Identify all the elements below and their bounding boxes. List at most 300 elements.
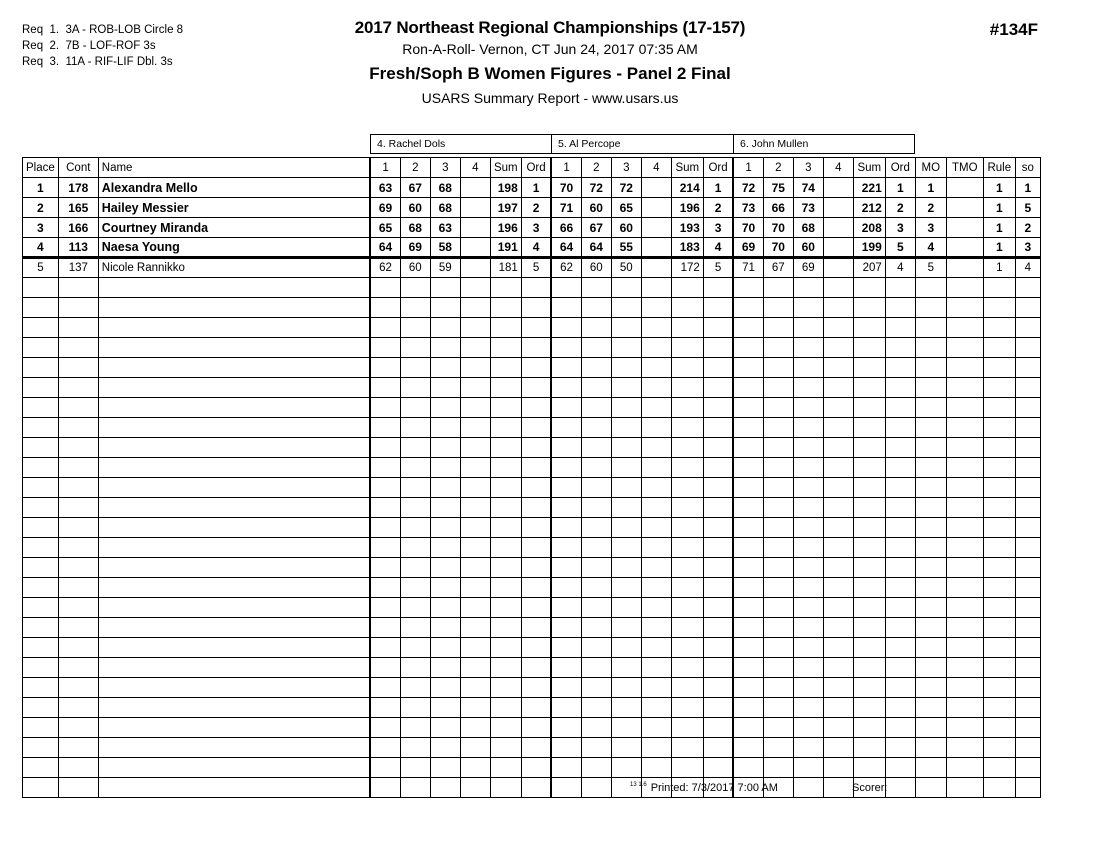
cell-empty (521, 358, 551, 378)
cell-empty (490, 658, 521, 678)
cell-empty (521, 598, 551, 618)
cell-empty (58, 358, 98, 378)
cell-empty (763, 518, 793, 538)
cell-j2-ord: 1 (703, 178, 733, 198)
cell-empty (23, 358, 59, 378)
cell-empty (521, 758, 551, 778)
cell-empty (915, 278, 946, 298)
cell-empty (551, 418, 581, 438)
cell-empty (521, 738, 551, 758)
cell-empty (400, 618, 430, 638)
cell-cont: 165 (58, 198, 98, 218)
cell-empty (703, 358, 733, 378)
cell-mo: 2 (915, 198, 946, 218)
cell-j2-s4 (641, 258, 671, 278)
cell-empty (703, 558, 733, 578)
cell-empty (763, 438, 793, 458)
cell-empty (611, 298, 641, 318)
cell-empty (490, 298, 521, 318)
cell-empty (370, 618, 400, 638)
col-j3-ord: Ord (885, 158, 915, 178)
cell-empty (1015, 698, 1040, 718)
cell-name: Naesa Young (98, 238, 370, 258)
cell-empty (370, 438, 400, 458)
cell-empty (946, 598, 983, 618)
cell-j1-s1: 63 (370, 178, 400, 198)
cell-empty (885, 638, 915, 658)
cell-empty (915, 538, 946, 558)
cell-empty (370, 678, 400, 698)
cell-empty (521, 658, 551, 678)
cell-empty (793, 358, 823, 378)
cell-empty (671, 458, 703, 478)
cell-empty (885, 738, 915, 758)
col-j3-s1: 1 (733, 158, 763, 178)
cell-empty (490, 638, 521, 658)
cell-empty (460, 778, 490, 798)
cell-mo: 1 (915, 178, 946, 198)
cell-j3-ord: 4 (885, 258, 915, 278)
cell-empty (430, 278, 460, 298)
cell-empty (400, 518, 430, 538)
cell-empty (641, 358, 671, 378)
cell-empty (703, 458, 733, 478)
cell-empty (671, 658, 703, 678)
cell-empty (521, 538, 551, 558)
cell-empty (703, 618, 733, 638)
cell-empty (581, 598, 611, 618)
cell-empty (490, 598, 521, 618)
cell-empty (23, 338, 59, 358)
cell-empty (400, 538, 430, 558)
cell-j1-s3: 68 (430, 178, 460, 198)
cell-empty (23, 758, 59, 778)
cell-empty (581, 338, 611, 358)
cell-empty (793, 478, 823, 498)
cell-empty (983, 298, 1015, 318)
cell-empty (58, 338, 98, 358)
cell-j1-s2: 69 (400, 238, 430, 258)
cell-j3-sum: 208 (853, 218, 885, 238)
cell-empty (915, 778, 946, 798)
col-j3-s2: 2 (763, 158, 793, 178)
cell-empty (23, 438, 59, 458)
cell-empty (915, 518, 946, 538)
cell-empty (946, 738, 983, 758)
cell-empty (98, 498, 370, 518)
cell-empty (641, 718, 671, 738)
cell-empty (946, 678, 983, 698)
cell-j1-s1: 65 (370, 218, 400, 238)
cell-empty (551, 778, 581, 798)
cell-empty (946, 458, 983, 478)
cell-empty (581, 418, 611, 438)
cell-tmo (946, 238, 983, 258)
col-rule: Rule (983, 158, 1015, 178)
cell-empty (58, 298, 98, 318)
cell-empty (490, 758, 521, 778)
cell-j3-s3: 69 (793, 258, 823, 278)
cell-empty (853, 658, 885, 678)
cell-empty (763, 358, 793, 378)
cell-empty (581, 278, 611, 298)
cell-empty (1015, 398, 1040, 418)
cell-empty (915, 658, 946, 678)
table-row-empty (23, 538, 1041, 558)
cell-j1-s4 (460, 218, 490, 238)
cell-empty (946, 438, 983, 458)
cell-empty (551, 398, 581, 418)
cell-empty (946, 398, 983, 418)
cell-empty (733, 698, 763, 718)
cell-empty (1015, 358, 1040, 378)
cell-empty (733, 318, 763, 338)
cell-empty (853, 578, 885, 598)
cell-empty (370, 598, 400, 618)
cell-empty (733, 278, 763, 298)
cell-empty (915, 378, 946, 398)
cell-empty (733, 758, 763, 778)
cell-empty (551, 338, 581, 358)
cell-empty (853, 678, 885, 698)
cell-empty (983, 658, 1015, 678)
cell-empty (551, 718, 581, 738)
cell-empty (671, 538, 703, 558)
cell-empty (521, 698, 551, 718)
cell-empty (58, 318, 98, 338)
cell-empty (490, 338, 521, 358)
cell-empty (671, 298, 703, 318)
cell-empty (611, 358, 641, 378)
cell-empty (1015, 758, 1040, 778)
cell-so: 5 (1015, 198, 1040, 218)
cell-place: 3 (23, 218, 59, 238)
cell-empty (460, 398, 490, 418)
cell-empty (885, 378, 915, 398)
cell-empty (581, 478, 611, 498)
cell-mo: 5 (915, 258, 946, 278)
cell-j2-sum: 214 (671, 178, 703, 198)
cell-empty (581, 698, 611, 718)
cell-cont: 137 (58, 258, 98, 278)
cell-empty (671, 338, 703, 358)
cell-empty (521, 378, 551, 398)
cell-empty (641, 558, 671, 578)
cell-empty (521, 718, 551, 738)
cell-empty (671, 678, 703, 698)
cell-empty (98, 398, 370, 418)
cell-empty (490, 698, 521, 718)
table-row-empty (23, 378, 1041, 398)
cell-empty (763, 398, 793, 418)
cell-j2-s2: 64 (581, 238, 611, 258)
cell-j3-sum: 207 (853, 258, 885, 278)
cell-empty (823, 758, 853, 778)
cell-empty (430, 318, 460, 338)
footer-code: 13 1.6 (630, 782, 647, 789)
cell-empty (793, 558, 823, 578)
cell-j3-s1: 70 (733, 218, 763, 238)
cell-so: 1 (1015, 178, 1040, 198)
cell-empty (1015, 318, 1040, 338)
cell-empty (370, 498, 400, 518)
cell-empty (23, 658, 59, 678)
cell-empty (983, 558, 1015, 578)
cell-j3-s4 (823, 258, 853, 278)
table-row-empty (23, 438, 1041, 458)
cell-empty (983, 598, 1015, 618)
cell-empty (430, 358, 460, 378)
cell-empty (430, 578, 460, 598)
cell-empty (885, 438, 915, 458)
cell-empty (983, 538, 1015, 558)
cell-empty (521, 278, 551, 298)
cell-empty (885, 658, 915, 678)
cell-empty (885, 358, 915, 378)
cell-empty (763, 318, 793, 338)
cell-empty (983, 278, 1015, 298)
cell-empty (763, 678, 793, 698)
cell-empty (23, 458, 59, 478)
cell-empty (611, 698, 641, 718)
cell-empty (1015, 518, 1040, 538)
cell-empty (823, 338, 853, 358)
cell-empty (611, 378, 641, 398)
cell-empty (400, 718, 430, 738)
cell-empty (641, 298, 671, 318)
col-name: Name (98, 158, 370, 178)
cell-empty (1015, 378, 1040, 398)
cell-empty (551, 738, 581, 758)
cell-empty (671, 518, 703, 538)
cell-empty (915, 698, 946, 718)
cell-empty (98, 478, 370, 498)
scorer-label: Scorer: (852, 782, 888, 794)
cell-empty (1015, 298, 1040, 318)
table-row-empty (23, 498, 1041, 518)
cell-empty (885, 558, 915, 578)
cell-empty (793, 278, 823, 298)
cell-empty (671, 718, 703, 738)
cell-empty (983, 758, 1015, 778)
cell-mo: 4 (915, 238, 946, 258)
cell-empty (1015, 738, 1040, 758)
cell-empty (733, 298, 763, 318)
col-j3-s4: 4 (823, 158, 853, 178)
cell-rule: 1 (983, 198, 1015, 218)
cell-empty (58, 718, 98, 738)
cell-empty (98, 698, 370, 718)
cell-empty (703, 518, 733, 538)
table-header-row (23, 158, 1041, 178)
cell-empty (671, 698, 703, 718)
judge-header-3: 6. John Mullen (733, 134, 915, 154)
cell-empty (946, 578, 983, 598)
cell-empty (611, 438, 641, 458)
cell-empty (430, 458, 460, 478)
cell-j2-ord: 3 (703, 218, 733, 238)
cell-empty (23, 418, 59, 438)
cell-empty (1015, 498, 1040, 518)
cell-empty (521, 578, 551, 598)
cell-empty (703, 298, 733, 318)
table-row-empty (23, 618, 1041, 638)
cell-empty (983, 478, 1015, 498)
cell-j2-sum: 196 (671, 198, 703, 218)
cell-empty (23, 578, 59, 598)
cell-empty (490, 278, 521, 298)
cell-empty (823, 738, 853, 758)
cell-j3-sum: 212 (853, 198, 885, 218)
cell-empty (1015, 718, 1040, 738)
cell-empty (671, 558, 703, 578)
cell-j1-ord: 3 (521, 218, 551, 238)
cell-empty (611, 658, 641, 678)
cell-empty (98, 638, 370, 658)
cell-place: 1 (23, 178, 59, 198)
cell-empty (98, 618, 370, 638)
cell-empty (430, 518, 460, 538)
cell-empty (823, 698, 853, 718)
cell-empty (98, 558, 370, 578)
cell-empty (370, 518, 400, 538)
cell-empty (611, 598, 641, 618)
cell-empty (703, 498, 733, 518)
cell-tmo (946, 178, 983, 198)
cell-empty (983, 638, 1015, 658)
cell-empty (823, 298, 853, 318)
cell-j2-s4 (641, 218, 671, 238)
cell-empty (733, 378, 763, 398)
cell-empty (946, 718, 983, 738)
cell-empty (23, 478, 59, 498)
cell-empty (641, 538, 671, 558)
cell-empty (460, 698, 490, 718)
cell-empty (703, 338, 733, 358)
cell-empty (581, 678, 611, 698)
cell-j3-s1: 72 (733, 178, 763, 198)
cell-empty (430, 738, 460, 758)
cell-empty (915, 558, 946, 578)
cell-empty (946, 698, 983, 718)
cell-empty (581, 518, 611, 538)
cell-empty (430, 378, 460, 398)
cell-empty (521, 458, 551, 478)
cell-empty (370, 658, 400, 678)
cell-empty (885, 578, 915, 598)
cell-j3-s1: 69 (733, 238, 763, 258)
cell-j3-s3: 73 (793, 198, 823, 218)
cell-empty (703, 578, 733, 598)
cell-empty (793, 538, 823, 558)
cell-empty (853, 638, 885, 658)
cell-empty (58, 538, 98, 558)
cell-j2-s3: 65 (611, 198, 641, 218)
cell-empty (641, 318, 671, 338)
cell-empty (521, 298, 551, 318)
cell-empty (671, 598, 703, 618)
cell-j2-s1: 62 (551, 258, 581, 278)
cell-empty (946, 378, 983, 398)
cell-empty (58, 378, 98, 398)
cell-empty (460, 658, 490, 678)
cell-empty (793, 578, 823, 598)
cell-empty (671, 758, 703, 778)
cell-j1-sum: 196 (490, 218, 521, 238)
cell-empty (98, 578, 370, 598)
cell-empty (521, 318, 551, 338)
cell-empty (581, 538, 611, 558)
cell-empty (823, 458, 853, 478)
cell-empty (733, 558, 763, 578)
cell-empty (58, 498, 98, 518)
cell-empty (460, 598, 490, 618)
cell-empty (551, 698, 581, 718)
cell-empty (641, 338, 671, 358)
cell-empty (983, 738, 1015, 758)
cell-empty (733, 578, 763, 598)
table-row-empty (23, 658, 1041, 678)
cell-empty (460, 758, 490, 778)
cell-empty (460, 458, 490, 478)
cell-empty (23, 698, 59, 718)
cell-empty (551, 278, 581, 298)
cell-j2-s3: 60 (611, 218, 641, 238)
cell-empty (1015, 658, 1040, 678)
cell-empty (490, 678, 521, 698)
cell-empty (793, 498, 823, 518)
cell-empty (611, 478, 641, 498)
table-row-empty (23, 698, 1041, 718)
table-row-empty (23, 758, 1041, 778)
cell-empty (1015, 278, 1040, 298)
cell-empty (763, 338, 793, 358)
cell-empty (946, 358, 983, 378)
cell-empty (853, 718, 885, 738)
cell-empty (58, 398, 98, 418)
cell-empty (641, 698, 671, 718)
cell-empty (733, 478, 763, 498)
table-row-empty (23, 318, 1041, 338)
cell-empty (581, 738, 611, 758)
cell-empty (641, 638, 671, 658)
cell-empty (823, 398, 853, 418)
cell-empty (1015, 578, 1040, 598)
cell-empty (763, 458, 793, 478)
cell-empty (885, 298, 915, 318)
cell-empty (98, 538, 370, 558)
cell-empty (460, 478, 490, 498)
cell-empty (641, 598, 671, 618)
cell-empty (823, 638, 853, 658)
cell-empty (400, 738, 430, 758)
cell-empty (581, 318, 611, 338)
cell-empty (551, 478, 581, 498)
cell-empty (641, 578, 671, 598)
cell-empty (400, 598, 430, 618)
cell-empty (23, 678, 59, 698)
printed-text: Printed: 7/3/2017 7:00 AM (650, 782, 778, 794)
cell-empty (885, 318, 915, 338)
cell-empty (885, 618, 915, 638)
cell-empty (703, 278, 733, 298)
cell-empty (793, 518, 823, 538)
cell-empty (430, 498, 460, 518)
cell-empty (703, 418, 733, 438)
cell-j1-ord: 5 (521, 258, 551, 278)
cell-empty (793, 678, 823, 698)
cell-empty (763, 298, 793, 318)
